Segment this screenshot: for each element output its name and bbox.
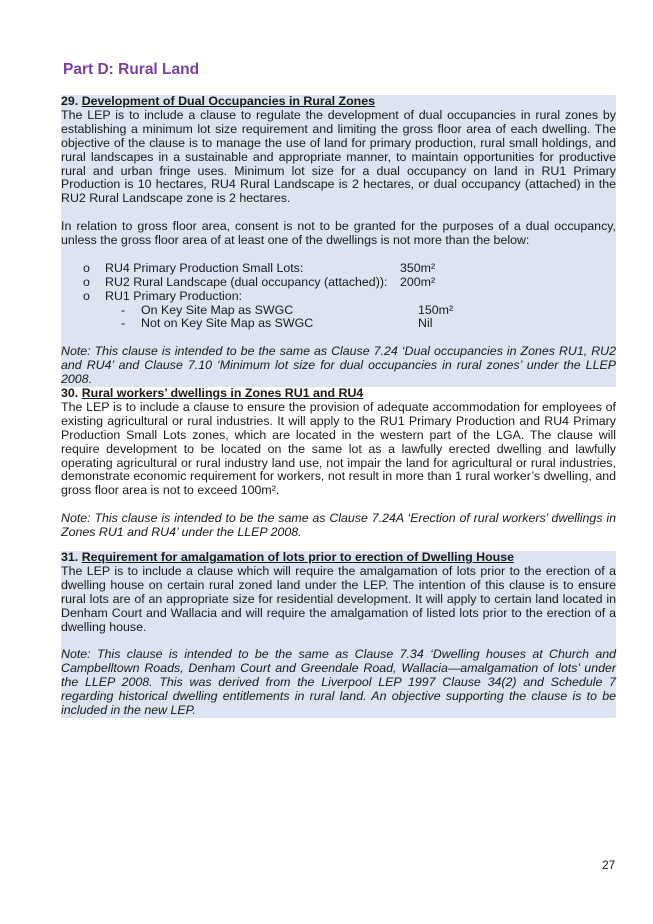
section-29-note: Note: This clause is intended to be the same as Clause 7.24 ‘Dual occupancies in Zones RU1, RU2 and RU4’ and Clause 7.10 ‘Minimum lot size for dual occupancies in rural zones’ under the LLEP 2008.	[61, 344, 616, 387]
list-item-value: 350m²	[400, 260, 436, 275]
section-29-paragraph-1: The LEP is to include a clause to regulate the development of dual occupancies in rural zones by establishing a minimum lot size requirement and limiting the gross floor area of each dwelling. The objective of the clause is to manage the use of land for primary production, rural small holdings, and rural landscapes in a sustainable and appropriate manner, to maintain opportunities for productive rural and urban fringe uses. Minimum lot size for a dual occupancy on land in RU1 Primary Production is 10 hectares, RU4 Rural Landscape is 2 hectares, or dual occupancy (attached) in the RU2 Rural Landscape zone is 2 hectares.	[61, 107, 616, 206]
section-30-note: Note: This clause is intended to be the same as Clause 7.24A ‘Erection of rural workers’ dwellings in Zones RU1 and RU4’ under the LLEP 2008.	[61, 511, 616, 540]
sub-list-item-value: Nil	[418, 316, 433, 331]
list-item	[61, 276, 616, 290]
bullet-icon: o	[83, 260, 90, 275]
section-29-title: Development of Dual Occupancies in Rural Zones	[81, 94, 375, 108]
dash-icon: -	[121, 302, 126, 317]
section-29-heading	[61, 95, 616, 109]
section-31-heading	[61, 551, 616, 565]
list-item	[61, 290, 616, 304]
section-30-title: Rural workers’ dwellings in Zones RU1 and RU4	[81, 386, 364, 400]
bullet-icon: o	[83, 274, 90, 289]
section-31-paragraph-1: The LEP is to include a clause which will require the amalgamation of lots prior to the erection of a dwelling house on certain rural zoned land under the LEP. The intention of this clause is to ensure rural lots are of an appropriate size for residential development. It will apply to certain land located in Denham Court and Wallacia and will require the amalgamation of listed lots prior to the erection of a dwelling house.	[61, 563, 616, 634]
section-30-heading	[61, 387, 616, 401]
sub-list-item	[61, 304, 616, 318]
list-item-label: RU2 Rural Landscape (dual occupancy (attached)):	[105, 274, 388, 289]
section-31-note: Note: This clause is intended to be the same as Clause 7.34 ‘Dwelling houses at Church and Campbelltown Roads, Denham Court and Greendale Road, Wallacia—amalgamation of lots’ under the LLEP 2008. This was derived from the Liverpool LEP 1997 Clause 34(2) and Schedule 7 regarding historical dwelling entitlements in rural land. An objective supporting the clause is to be included in the new LEP.	[61, 647, 616, 717]
sub-list-item-label: Not on Key Site Map as SWGC	[141, 316, 314, 331]
list-item-label: RU1 Primary Production:	[105, 288, 243, 303]
list-item-label: RU4 Primary Production Small Lots:	[105, 260, 304, 275]
section-29-paragraph-2: In relation to gross floor area, consent is not to be granted for the purposes of a dual occupancy, unless the gross floor area of at least one of the dwellings is not more than the below:	[61, 219, 616, 248]
dash-icon: -	[121, 316, 126, 331]
section-30	[61, 387, 616, 540]
section-31	[61, 551, 616, 718]
section-31-number: 31.	[61, 550, 79, 564]
section-29-number: 29.	[61, 94, 79, 108]
section-30-paragraph-1: The LEP is to include a clause to ensure the provision of adequate accommodation for employees of existing agricultural or rural industries. It will apply to the RU1 Primary Production and RU4 Primary Production Small Lots zones, which are located in the western part of the LGA. The clause will require development to be located on the same lot as a lawfully erected dwelling and lawfully operating agricultural or rural industry land use, not impair the land for agricultural or rural industries, demonstrate economic requirement for workers, not result in more than 1 rural worker’s dwelling, and gross floor area is not to exceed 100m².	[61, 399, 616, 498]
section-29	[61, 95, 616, 387]
list-item	[61, 262, 616, 276]
page-number: 27	[602, 858, 616, 872]
sub-list-item	[61, 317, 616, 331]
page-title: Part D: Rural Land	[63, 61, 200, 78]
sub-list-item-label: On Key Site Map as SWGC	[141, 302, 294, 317]
section-31-title: Requirement for amalgamation of lots prior to erection of Dwelling House	[81, 550, 515, 564]
section-30-number: 30.	[61, 386, 79, 400]
list-item-value: 200m²	[400, 274, 436, 289]
bullet-icon: o	[83, 288, 90, 303]
sub-list-item-value: 150m²	[418, 302, 454, 317]
